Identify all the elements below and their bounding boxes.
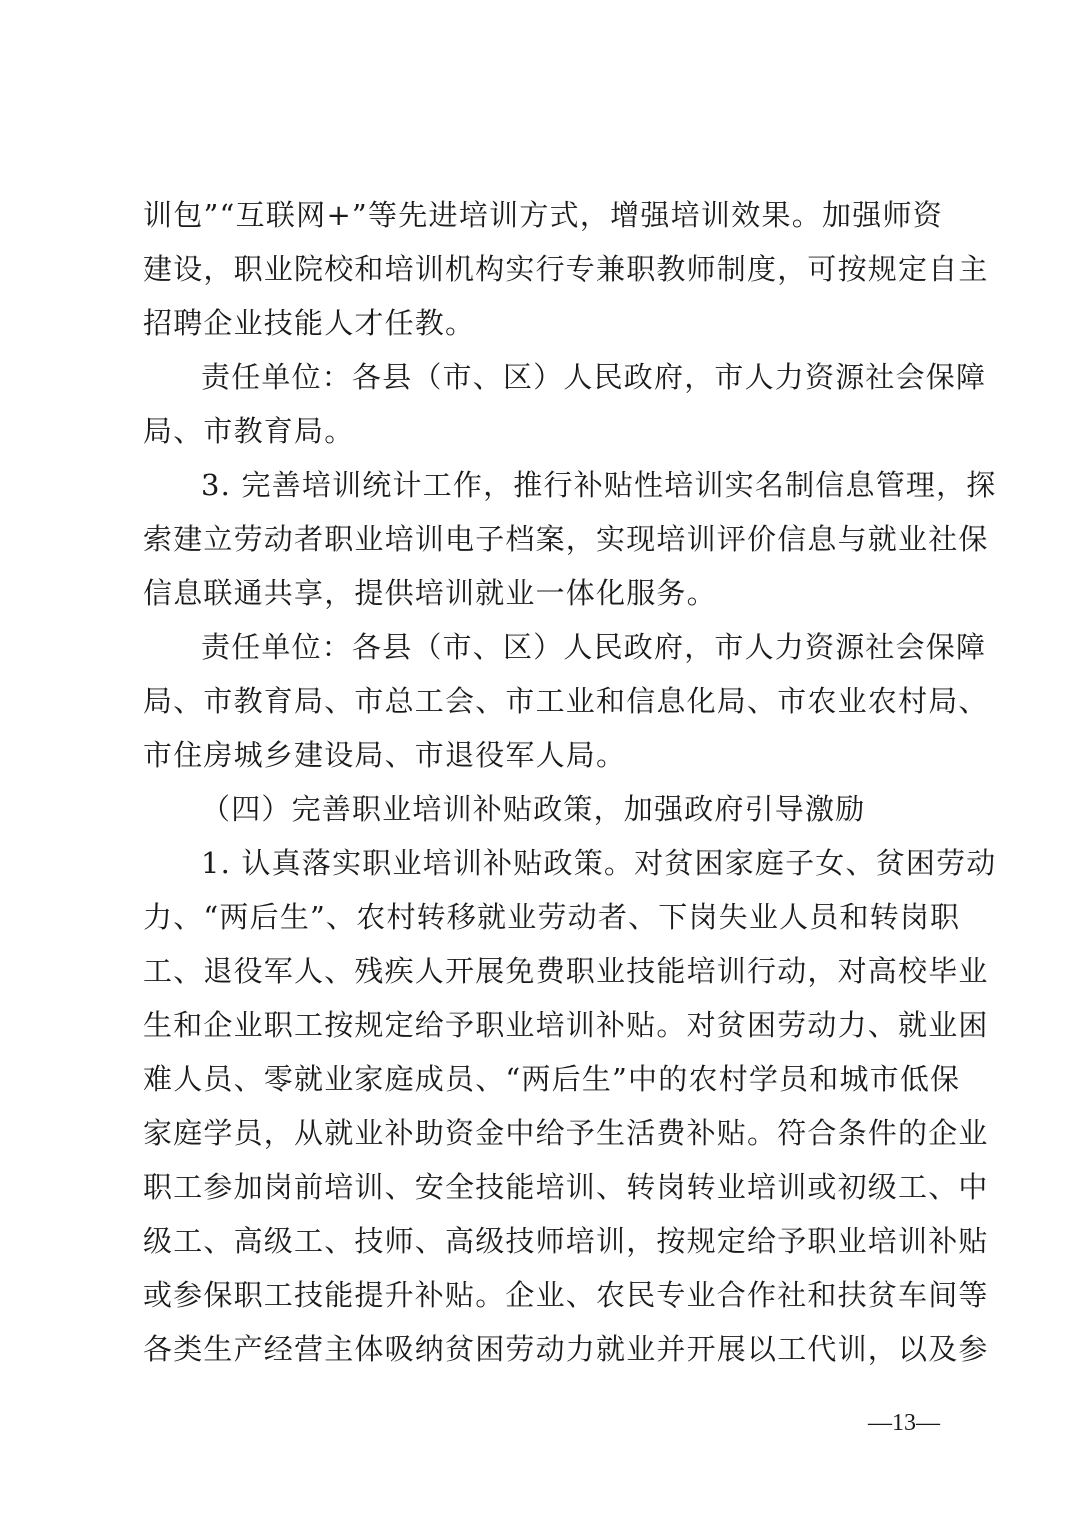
responsible-unit-line: 责任单位：各县（市、区）人民政府，市人力资源社会保障 bbox=[201, 630, 987, 664]
document-body bbox=[143, 188, 997, 1376]
responsible-unit-line: 责任单位：各县（市、区）人民政府，市人力资源社会保障 bbox=[201, 360, 987, 394]
text-line: 职工参加岗前培训、安全技能培训、转岗转业培训或初级工、中 bbox=[143, 1170, 989, 1204]
text-line: 或参保职工技能提升补贴。企业、农民专业合作社和扶贫车间等 bbox=[143, 1278, 989, 1312]
text-line: 家庭学员，从就业补助资金中给予生活费补贴。符合条件的企业 bbox=[143, 1116, 989, 1150]
page-number: —13— bbox=[868, 1410, 940, 1436]
text-line: 索建立劳动者职业培训电子档案，实现培训评价信息与就业社保 bbox=[143, 522, 989, 556]
text-line: 难人员、零就业家庭成员、“两后生”中的农村学员和城市低保 bbox=[143, 1062, 961, 1096]
text-line: 局、市教育局、市总工会、市工业和信息化局、市农业农村局、 bbox=[143, 684, 989, 718]
text-line: 级工、高级工、技师、高级技师培训，按规定给予职业培训补贴 bbox=[143, 1224, 989, 1258]
text-line: 训包”“互联网+”等先进培训方式，增强培训效果。加强师资 bbox=[143, 198, 943, 232]
text-line: 力、“两后生”、农村转移就业劳动者、下岗失业人员和转岗职 bbox=[143, 900, 961, 934]
text-line: 招聘企业技能人才任教。 bbox=[143, 306, 476, 340]
section-heading: （四）完善职业培训补贴政策，加强政府引导激励 bbox=[201, 792, 866, 826]
text-line: 建设，职业院校和培训机构实行专兼职教师制度，可按规定自主 bbox=[143, 252, 989, 286]
text-line: 信息联通共享，提供培训就业一体化服务。 bbox=[143, 576, 717, 610]
text-line: 生和企业职工按规定给予职业培训补贴。对贫困劳动力、就业困 bbox=[143, 1008, 989, 1042]
item-1-line: 1. 认真落实职业培训补贴政策。对贫困家庭子女、贫困劳动 bbox=[201, 846, 997, 880]
text-line: 局、市教育局。 bbox=[143, 414, 355, 448]
item-3-line: 3. 完善培训统计工作，推行补贴性培训实名制信息管理，探 bbox=[201, 468, 997, 502]
text-line: 市住房城乡建设局、市退役军人局。 bbox=[143, 738, 627, 772]
text-line: 各类生产经营主体吸纳贫困劳动力就业并开展以工代训，以及参 bbox=[143, 1332, 989, 1366]
text-line: 工、退役军人、残疾人开展免费职业技能培训行动，对高校毕业 bbox=[143, 954, 989, 988]
